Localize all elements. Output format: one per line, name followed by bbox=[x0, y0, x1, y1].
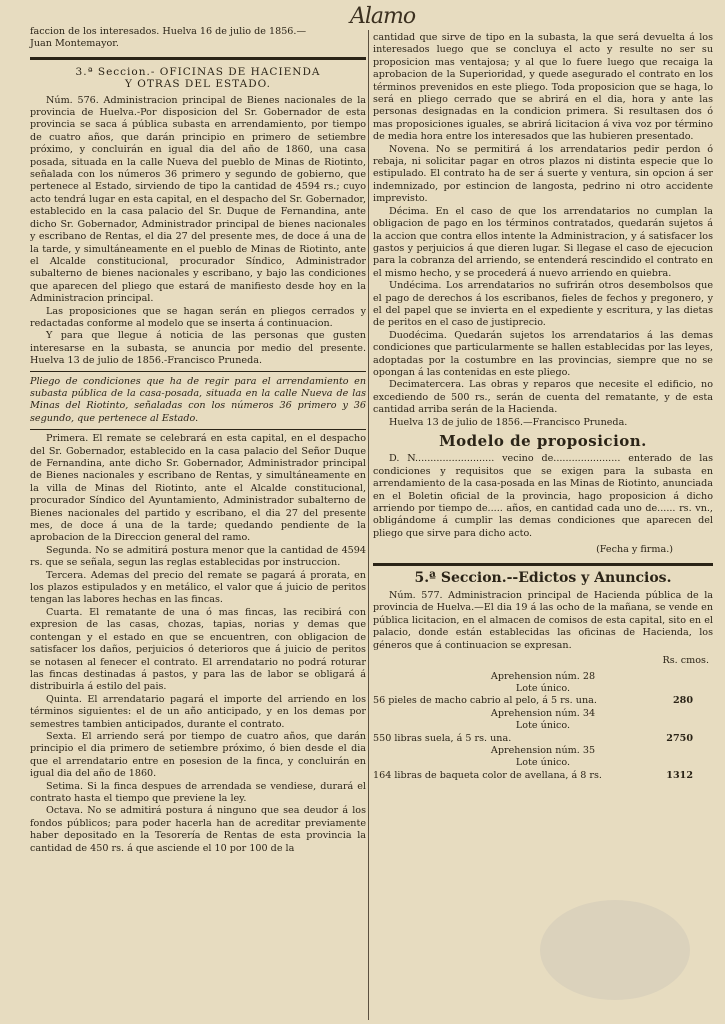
pliego-title: Pliego de condiciones que ha de regir para el arrendamiento en subasta pública de la casa-posada, situada en la calle Nueva de las Minas del Riotinto, señaladas con los números 36 primero y 36 segundo, que pertenece al Estado. bbox=[30, 375, 366, 424]
column-divider bbox=[368, 30, 369, 1020]
left-column bbox=[30, 26, 366, 855]
condition-octava-continued: cantidad que sirve de tipo en la subasta, la que será devuelta á los interesados luego que se concluya el acto y resulte no ser su proposicion mas ventajosa; y al que lo fuere luego que recaiga la aprobacion de la Superioridad, y quede asegurado el contrato en los términos prevenidos en este pliego. Toda proposicion que se haga, lo será en pliego cerrado que se abrirá en el dia, hora y ante las personas designadas en la condicion primera. Si resultasen dos ó mas proposiciones iguales, se abrirá licitacion á viva voz por término de media hora entre los interesados que las hubieren presentado. bbox=[373, 32, 713, 143]
condition-octava: Octava. No se admitirá postura á ninguno que sea deudor á los fondos públicos; para poder hacerla han de acreditar previamente haber depositado en la Tesorería de Rentas de esta provincia la cantidad de 450 rs. á que asciende el 10 por 100 de la bbox=[30, 805, 366, 854]
section-3-subtitle: Y OTRAS DEL ESTADO. bbox=[125, 78, 271, 91]
condition-tercera: Tercera. Ademas del precio del remate se pagará á prorata, en los plazos estipulados y en metálico, el valor que á juicio de peritos tengan las labores hechas en las fincas. bbox=[30, 569, 366, 606]
lot-row bbox=[373, 770, 713, 782]
condition-cuarta: Cuarta. El rematante de una ó mas fincas, las recibirá con expresion de las casas, chozas, tapias, norias y demas que contengan y el estado en que se encuentren, con obligacion de satisfacer los daños, perjuicios ó deterioros que á juicio de peritos se notasen al fenecer el contrato. El arrendatario no podrá roturar las fincas destinadas á pastos, y para las de labor se obligará á distribuirla á estilo del pais. bbox=[30, 606, 366, 693]
model-signature: (Fecha y firma.) bbox=[596, 544, 673, 556]
notice-576-proposals: Las proposiciones que se hagan serán en pliegos cerrados y redactadas conforme al modelo que se inserta á continuacion. bbox=[30, 305, 366, 329]
lot-row bbox=[373, 733, 713, 745]
lot-label: Lote único. bbox=[515, 757, 571, 769]
previous-notice-line-1: faccion de los interesados. Huelva 16 de julio de 1856.— bbox=[30, 26, 307, 37]
previous-notice-line-2: Juan Montemayor. bbox=[30, 38, 119, 50]
model-text: D. N.......................... vecino de...................... enterado de las condiciones y requisitos que se exigen para la subasta en arrendamiento de la casa-posada en las Minas de Riotinto, anunciada en el Boletin oficial de la provincia, hago proposicion á dicho arriendo por tiempo de..... años, en cantidad cada uno de...... rs. vn., obligándome á cumplir las demas condiciones que aparecen del pliego que sirve para dicho acto. bbox=[373, 453, 713, 539]
condition-decima: Décima. En el caso de que los arrendatarios no cumplan la obligacion de pago en los términos contratados, quedarán sujetos á la accion que contra ellos intente la Administracion, y á satisfacer los gastos y perjuicios á que dieren lugar. Si llegase el caso de ejecucion para la cobranza del arriendo, se entenderá rescindido el contrato en el mismo hecho, y se procederá á nuevo arriendo en quiebra. bbox=[373, 205, 713, 279]
lot-amount: 280 bbox=[672, 695, 693, 707]
lot-label: Lote único. bbox=[515, 682, 571, 694]
model-title: Modelo de proposicion. bbox=[439, 432, 647, 450]
thin-divider bbox=[30, 429, 366, 430]
condition-novena: Novena. No se permitirá á los arrendatarios pedir perdon ó rebaja, ni solicitar pagar en otros plazos ni distinta especie que lo estipulado. El contrato ha de ser á suerte y ventura, sin opcion á ser indemnizado, por estincion de langosta, pedrino ni otro accidente imprevisto. bbox=[373, 143, 713, 205]
condition-sexta: Sexta. El arriendo será por tiempo de cuatro años, que darán principio el dia primero de setiembre próximo, ó bien desde el dia que el arrendatario entre en posesion de la finca, y concluirán en igual dia del año de 1860. bbox=[30, 730, 366, 780]
aprehension-label: Aprehension núm. 35 bbox=[490, 744, 596, 756]
aprehension-label: Aprehension núm. 28 bbox=[490, 670, 596, 682]
lot-description: 164 libras de baqueta color de avellana, á 8 rs. bbox=[373, 769, 602, 781]
condition-undecima: Undécima. Los arrendatarios no sufrirán otros desembolsos que el pago de derechos á los escribanos, fieles de fechos y pregonero, y el del papel que se invierta en el expediente y escritura, y las dietas de peritos en el caso de justiprecio. bbox=[373, 280, 713, 329]
thin-divider bbox=[30, 371, 366, 372]
condition-setima: Setima. Si la finca despues de arrendada se vendiese, durará el contrato hasta el tiempo que previene la ley. bbox=[30, 780, 366, 804]
lot-label: Lote único. bbox=[515, 720, 571, 732]
section-5-title: 5.ª Seccion.--Edictos y Anuncios. bbox=[414, 569, 672, 586]
lot-row bbox=[373, 695, 713, 707]
condition-decimatercera: Decimatercera. Las obras y reparos que necesite el edificio, no excediendo de 500 rs., serán de cuenta del rematante, y de esta cantidad arriba serán de la Hacienda. bbox=[373, 379, 713, 416]
library-stamp-watermark bbox=[540, 900, 690, 1000]
notice-576-body: Núm. 576. Administracion principal de Bienes nacionales de la provincia de Huelva.-Por disposicion del Sr. Gobernador de esta provincia se saca á pública subasta en arrendamiento, por tiempo de cuatro años, que darán principio en primero de setiembre próximo, y concluirán en igual dia del año de 1860, una casa posada, situada en la calle Nueva del pueblo de Minas de Riotinto, señalada con los números 36 primero y segundo de gobierno, que pertenece al Estado, sirviendo de tipo la cantidad de 4594 rs.; cuyo acto tendrá lugar en esta capital, en el despacho del Sr. Gobernador, establecido en la casa palacio del Sr. Duque de Fernandina, ante dicho Sr. Gobernador, Administrador principal de bienes nacionales y escribano de Rentas, el dia 27 del presente mes, de doce á una de la tarde, y simultáneamente en el pueblo de Minas de Riotinto, ante el Alcalde constitucional, procurador Síndico, Administrador subalterno de bienes nacionales y escribano, y bajo las condiciones que aparecen del pliego que estará de manifiesto desde hoy en la Administracion principal. bbox=[30, 94, 366, 305]
aprehension-label: Aprehension núm. 34 bbox=[490, 707, 596, 719]
section-3-title: 3.ª Seccion.- OFICINAS DE HACIENDA bbox=[75, 65, 321, 78]
section-3-heading bbox=[30, 66, 366, 91]
section-divider bbox=[373, 563, 713, 566]
sign-off: Huelva 13 de julio de 1856.—Francisco Pruneda. bbox=[389, 416, 628, 428]
lot-amount: 2750 bbox=[666, 732, 693, 744]
amount-column-header: Rs. cmos. bbox=[662, 655, 709, 667]
condition-segunda: Segunda. No se admitirá postura menor que la cantidad de 4594 rs. que se señala, segun las reglas establecidas por instruccion. bbox=[30, 544, 366, 569]
condition-quinta: Quinta. El arrendatario pagará el importe del arriendo en los términos siguientes: el de un año anticipado, y en los demas por semestres tambien anticipados, durante el contrato. bbox=[30, 693, 366, 730]
lot-description: 550 libras suela, á 5 rs. una. bbox=[373, 732, 512, 744]
handwritten-scribble: Alamo bbox=[350, 4, 416, 29]
condition-duodecima: Duodécima. Quedarán sujetos los arrendatarios á las demas condiciones que particularmente se hallen establecidas por las leyes, adoptadas por la costumbre en las provincias, siempre que no se opongan á las contenidas en este pliego. bbox=[373, 329, 713, 378]
notice-577-body: Núm. 577. Administracion principal de Hacienda pública de la provincia de Huelva.—El dia 19 á las ocho de la mañana, se vende en pública licitacion, en el almacen de comisos de esta capital, sito en el palacio, donde están establecidas las oficinas de Hacienda, los géneros que á continuacion se expresan. bbox=[373, 590, 713, 651]
lot-amount: 1312 bbox=[666, 769, 693, 781]
right-column bbox=[373, 32, 713, 782]
lot-description: 56 pieles de macho cabrio al pelo, á 5 rs. una. bbox=[373, 695, 597, 707]
condition-primera: Primera. El remate se celebrará en esta capital, en el despacho del Sr. Gobernador, establecido en la casa palacio del Señor Duque de Fernandina, ante dicho Sr. Gobernador, Administrador principal de Bienes nacionales y escribano de Rentas, y simultáneamente en la villa de Minas del Riotinto, ante el Alcalde constitucional, procurador Síndico del Ayuntamiento, Administrador subalterno de Bienes nacionales del partido y escribano, el dia 27 del presente mes, de doce á una de la tarde; quedando pendiente de la aprobacion de la Direccion general del ramo. bbox=[30, 433, 366, 544]
section-divider bbox=[30, 57, 366, 60]
notice-576-signoff: Y para que llegue á noticia de las personas que gusten interesarse en la subasta, se anuncia por medio del presente. Huelva 13 de julio de 1856.-Francisco Pruneda. bbox=[30, 330, 366, 367]
